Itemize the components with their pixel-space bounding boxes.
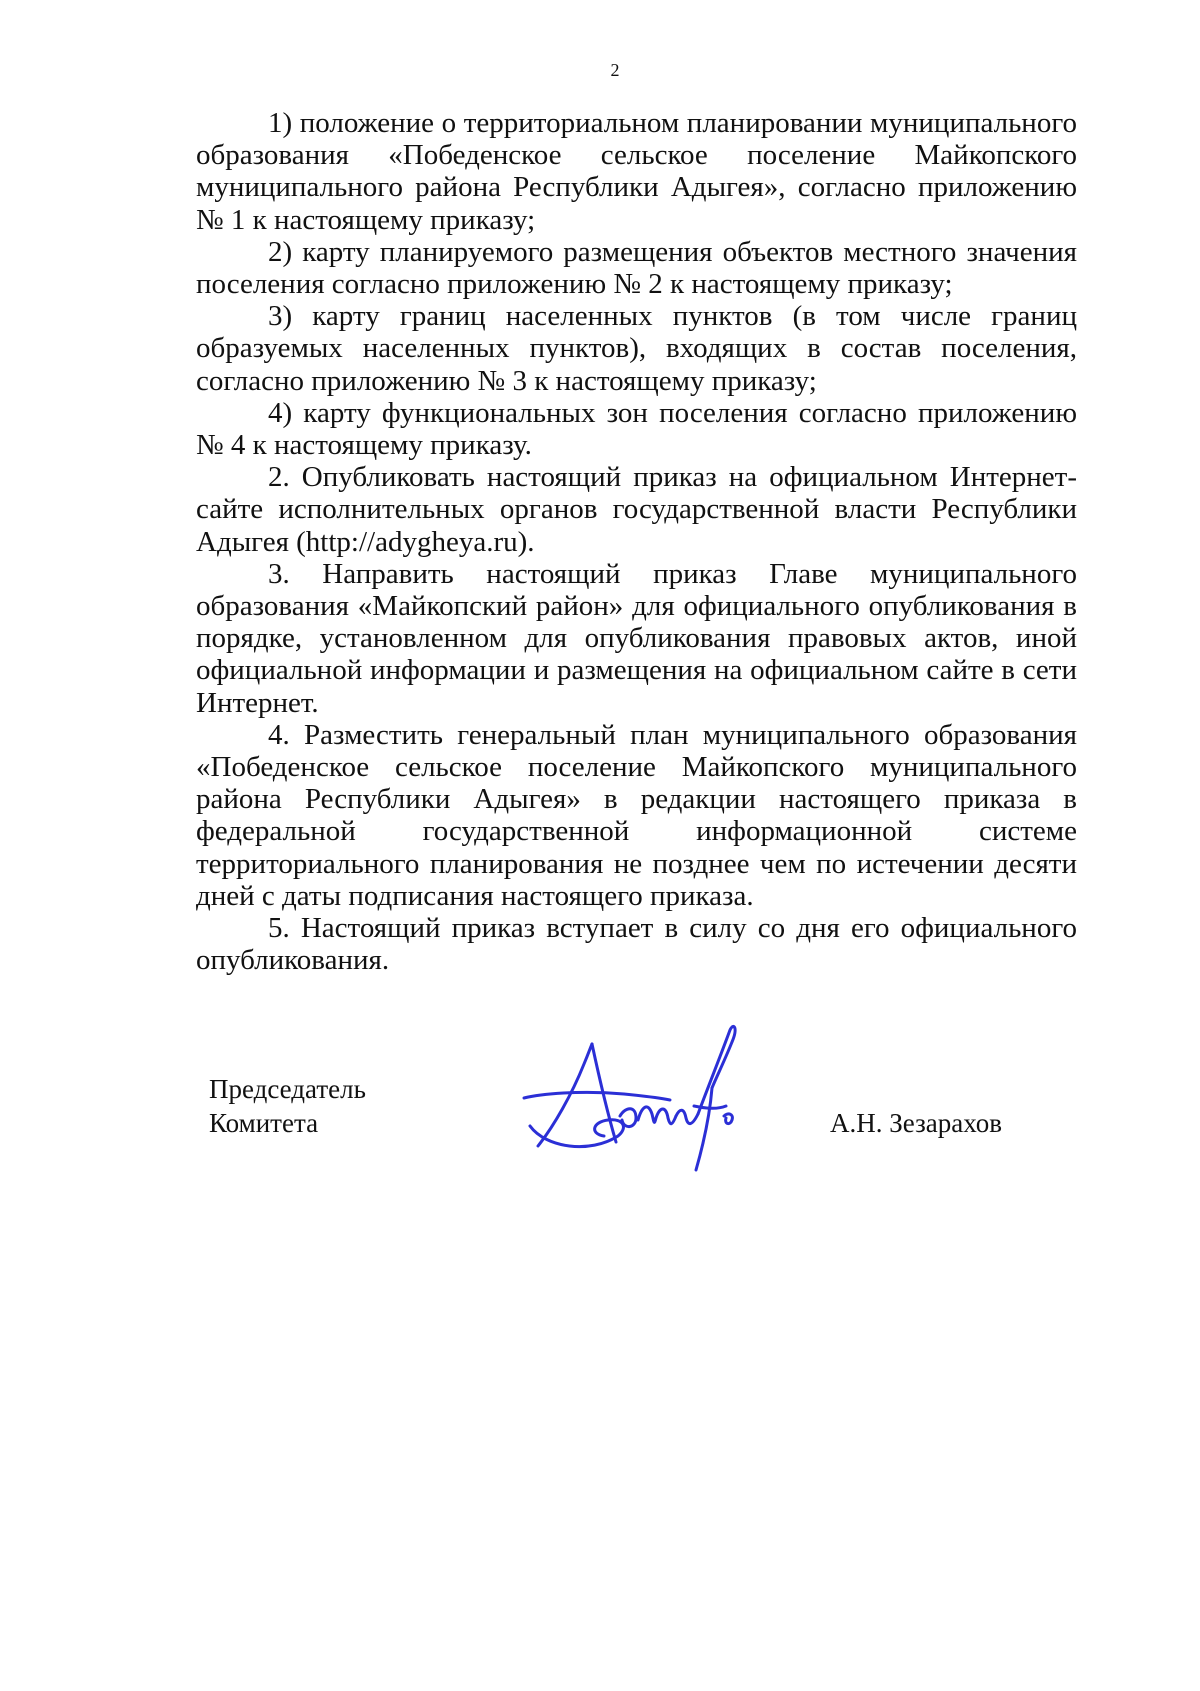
handwritten-signature — [520, 1022, 750, 1172]
paragraph-item-2: 2) карту планируемого размещения объектов местного значения поселения согласно приложению № 2 к настоящему приказу; — [196, 235, 1077, 301]
signatory-title-line1: Председатель — [209, 1074, 366, 1104]
document-body — [196, 107, 1077, 976]
signatory-title — [209, 1072, 366, 1140]
page-number: 2 — [610, 60, 620, 80]
signatory-name: А.Н. Зезарахов — [830, 1108, 1002, 1138]
paragraph-publish: 2. Опубликовать настоящий приказ на официальном Интернет-сайте исполнительных органов государственной власти Республики Адыгея (http://adygheya.ru). — [196, 461, 1077, 558]
paragraph-effective: 5. Настоящий приказ вступает в силу со дня его официального опубликования. — [196, 912, 1077, 977]
paragraph-item-3: 3) карту границ населенных пунктов (в том числе границ образуемых населенных пунктов), входящих в состав поселения, согласно приложению № 3 к настоящему приказу; — [196, 300, 1077, 397]
paragraph-item-4: 4) карту функциональных зон поселения согласно приложению № 4 к настоящему приказу. — [196, 396, 1077, 462]
paragraph-place: 4. Разместить генеральный план муниципального образования «Победенское сельское поселение Майкопского муниципального района Республики Адыгея» в редакции настоящего приказа в федеральной государственной информационной системе территориального планирования не позднее чем по истечении десяти дней с даты подписания настоящего приказа. — [196, 718, 1077, 912]
paragraph-item-1: 1) положение о территориальном планировании муниципального образования «Победенское сельское поселение Майкопского муниципального района Республики Адыгея», согласно приложению № 1 к настоящему приказу; — [196, 107, 1077, 236]
paragraph-send: 3. Направить настоящий приказ Главе муниципального образования «Майкопский район» для официального опубликования в порядке, установленном для опубликования правовых актов, иной официальной информации и размещения на официальном сайте в сети Интернет. — [196, 557, 1077, 719]
signatory-title-line2: Комитета — [209, 1108, 319, 1138]
